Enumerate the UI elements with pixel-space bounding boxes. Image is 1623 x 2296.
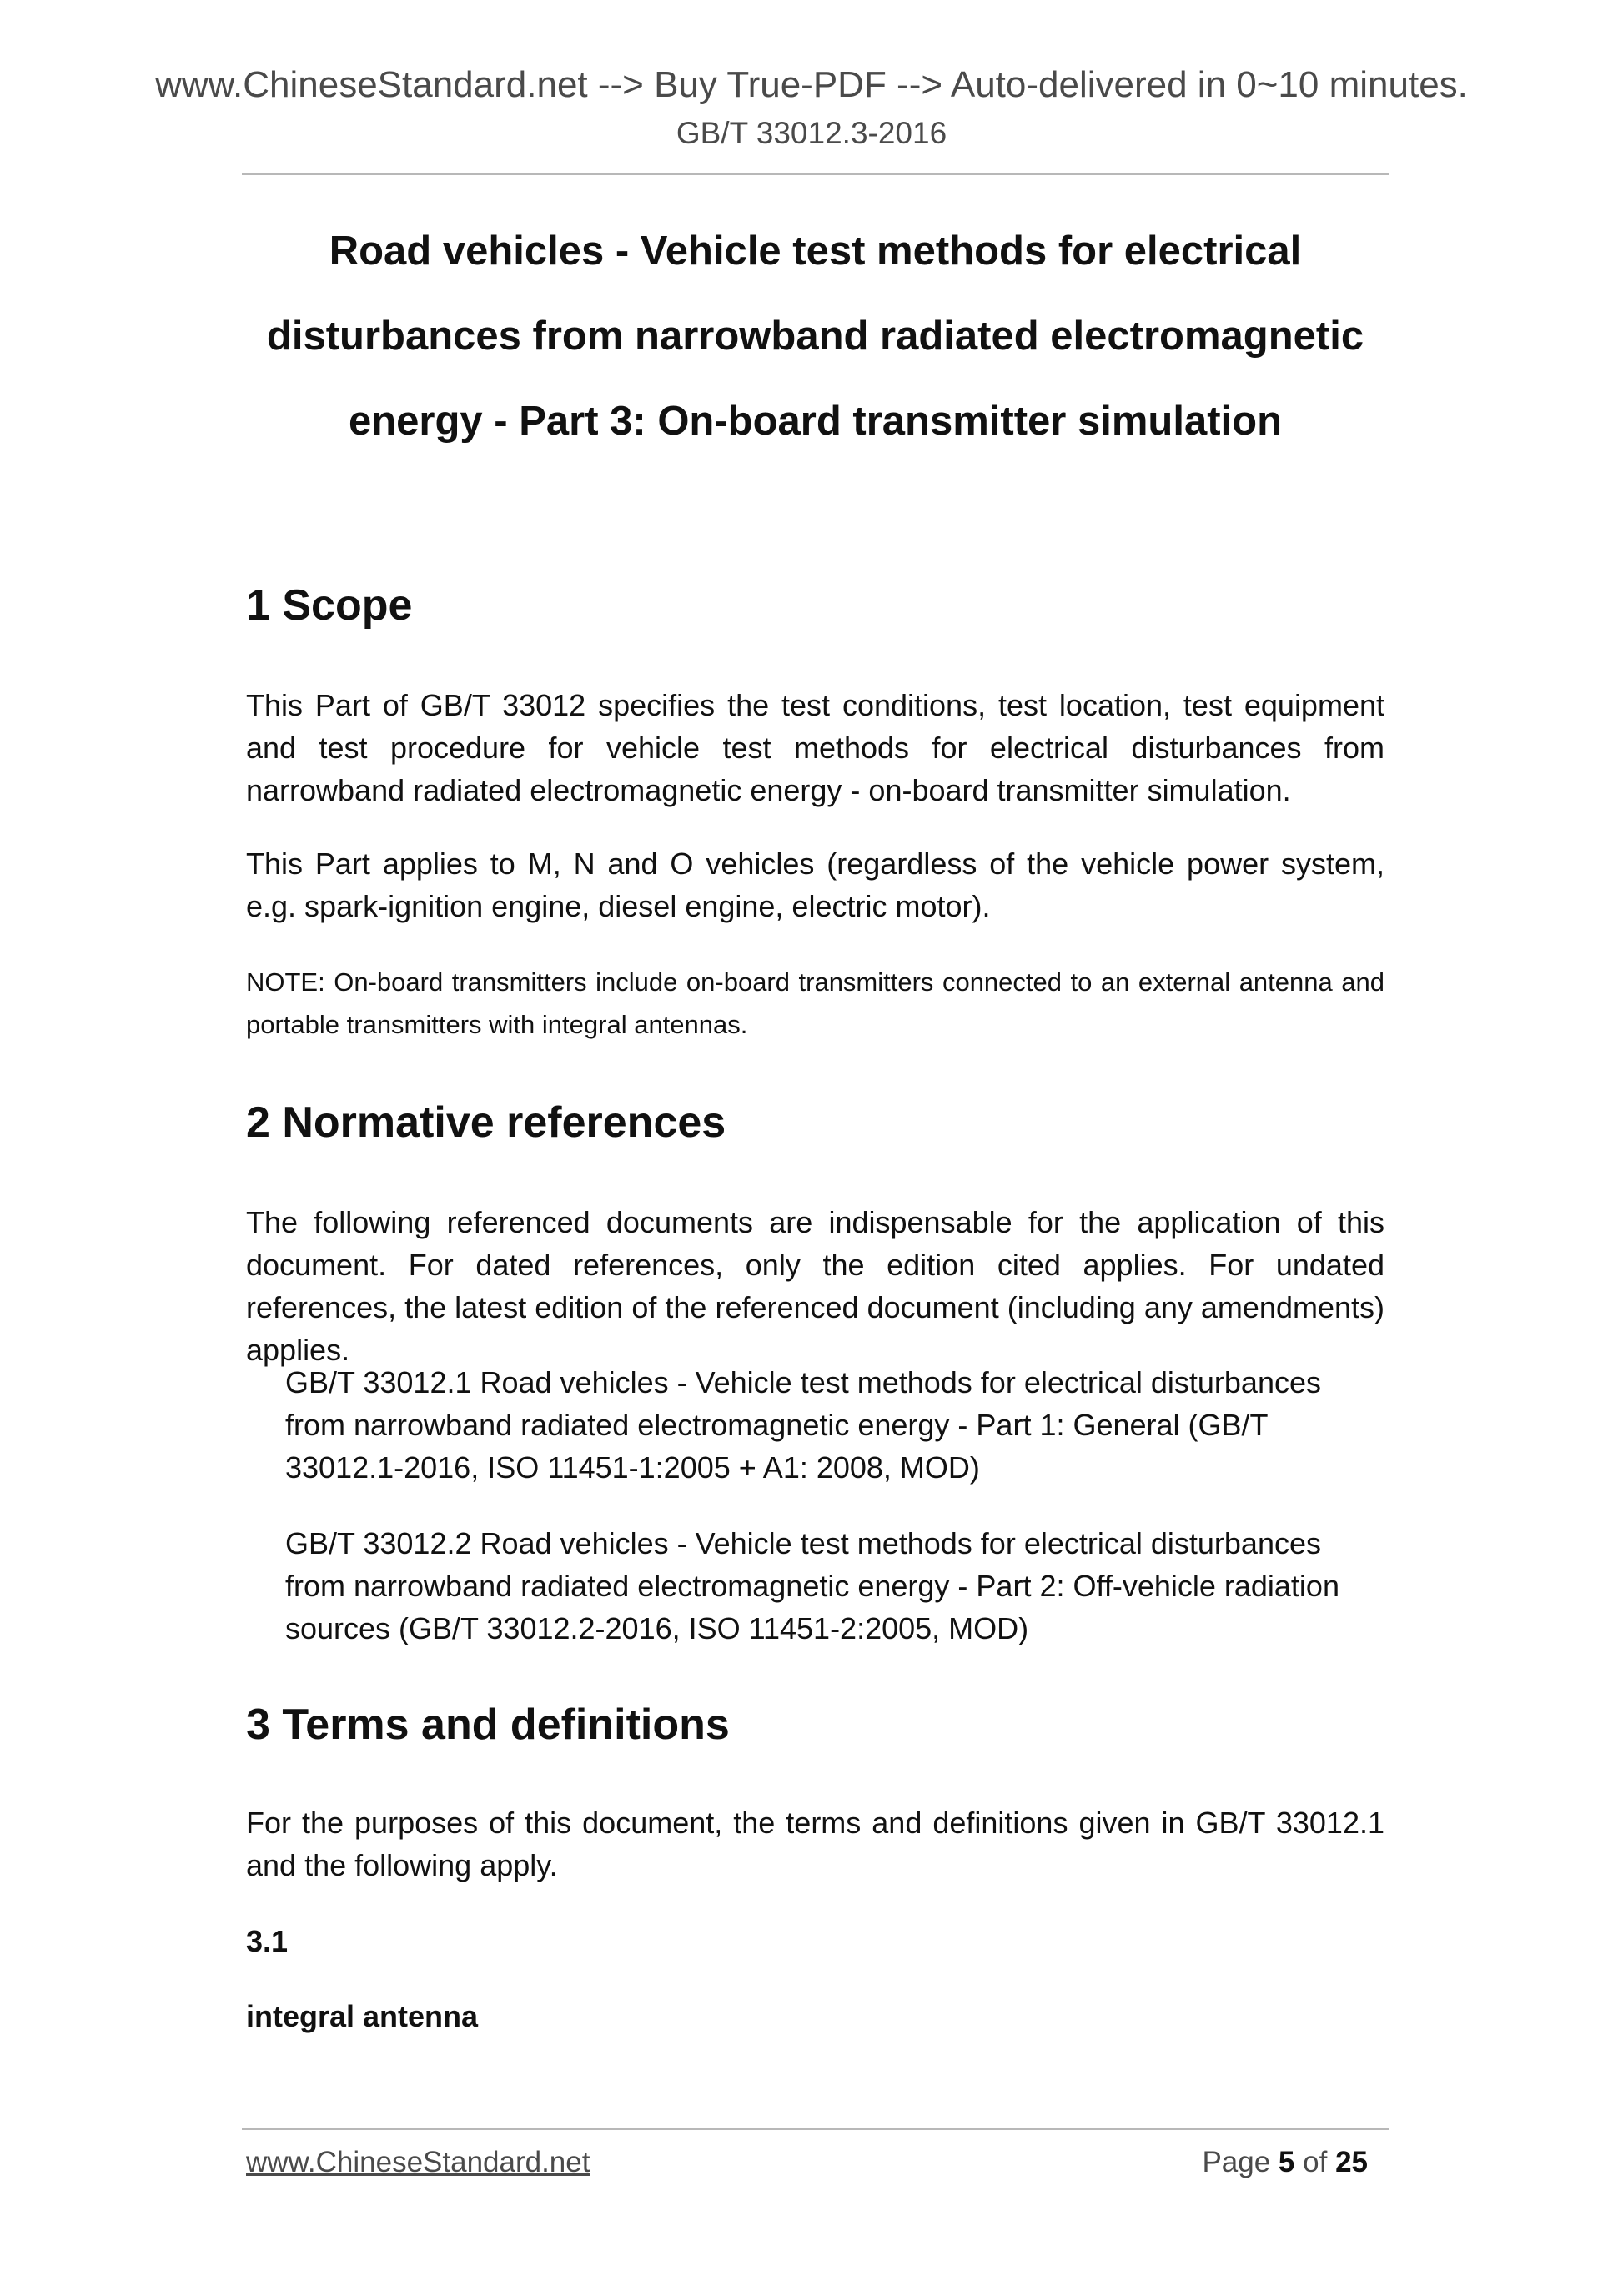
scope-note: NOTE: On-board transmitters include on-board transmitters connected to an external antenna and portable transmitters with integral antennas.: [246, 967, 1384, 1039]
terms-heading: 3 Terms and definitions: [246, 1701, 730, 1749]
reference-item: GB/T 33012.1 Road vehicles - Vehicle test methods for electrical disturbances from narrowband radiated electromagnetic energy - Part 1: General (GB/T 33012.1-2016, ISO 11451-1:2005 + A1: 2008, MOD): [285, 1365, 1321, 1485]
title-line-1: Road vehicles - Vehicle test methods for electrical: [329, 229, 1302, 274]
title-line-2: disturbances from narrowband radiated electromagnetic: [266, 314, 1364, 359]
page-prefix: Page: [1202, 2146, 1271, 2178]
scope-heading: 1 Scope: [246, 581, 413, 630]
term-number: 3.1: [246, 1924, 289, 1958]
standard-number: GB/T 33012.3-2016: [676, 116, 947, 150]
header-divider: [242, 173, 1389, 175]
scope-paragraph-2: This Part applies to M, N and O vehicles (regardless of the vehicle power system, e.g. spark-ignition engine, diesel engine, electric motor).: [246, 847, 1384, 923]
reference-item: GB/T 33012.2 Road vehicles - Vehicle test methods for electrical disturbances from narrowband radiated electromagnetic energy - Part 2: Off-vehicle radiation sources (GB/T 33012.2-2016, ISO 11451-2:2005, MOD): [285, 1526, 1339, 1645]
footer-divider: [242, 2128, 1389, 2130]
total-pages-number: 25: [1335, 2146, 1368, 2178]
footer-site-link[interactable]: www.ChineseStandard.net: [246, 2146, 590, 2178]
title-line-3: energy - Part 3: On-board transmitter simulation: [348, 399, 1283, 444]
page-of: of: [1303, 2146, 1328, 2178]
normative-references-heading: 2 Normative references: [246, 1098, 726, 1147]
current-page-number: 5: [1278, 2146, 1295, 2178]
normative-intro: The following referenced documents are indispensable for the application of this document. For dated references, only the edition cited applies. For undated references, the latest edition of the referenced document (including any amendments) applies.: [246, 1205, 1384, 1367]
terms-intro: For the purposes of this document, the terms and definitions given in GB/T 33012.1 and the following apply.: [246, 1806, 1384, 1882]
scope-paragraph-1: This Part of GB/T 33012 specifies the test conditions, test location, test equipment and test procedure for vehicle test methods for electrical disturbances from narrowband radiated electromagnetic energy - on-board transmitter simulation.: [246, 688, 1384, 807]
page-indicator: [1202, 2146, 1368, 2179]
site-banner: www.ChineseStandard.net --> Buy True-PDF --> Auto-delivered in 0~10 minutes.: [155, 64, 1468, 105]
document-title: [242, 208, 1389, 464]
term-name: integral antenna: [246, 1999, 479, 2033]
